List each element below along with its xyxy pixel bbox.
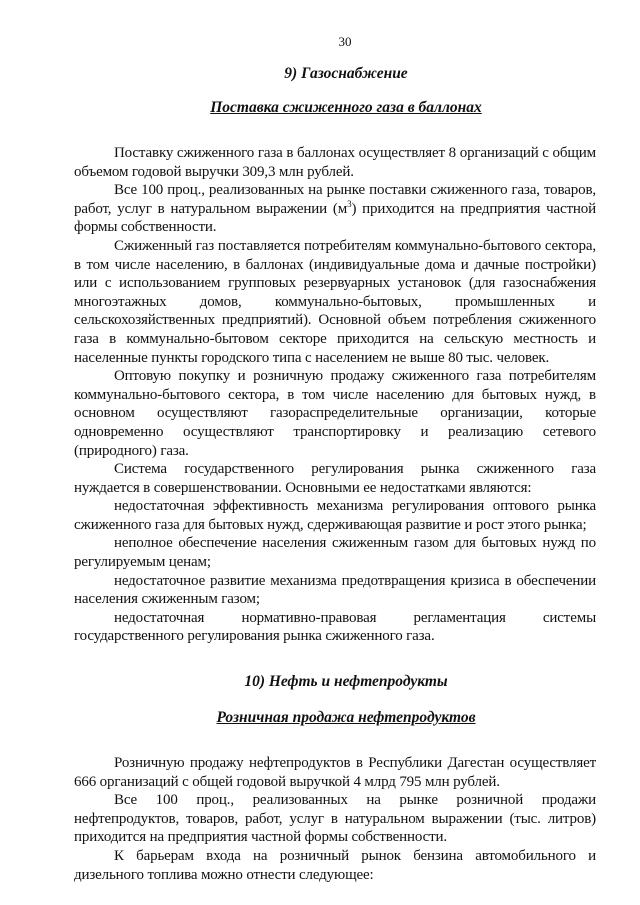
- section-10-heading: 10) Нефть и нефтепродукты: [244, 673, 448, 691]
- section-9-subheading: Поставка сжиженного газа в баллонах: [210, 99, 482, 116]
- paragraph-text: Все 100 проц., реализованных на рынке поставки сжиженного газа, товаров, работ, услуг в натуральном выражении (м: [74, 182, 596, 217]
- paragraph: [74, 181, 596, 237]
- paragraph-text: ) приходится на предприятия частной формы собственности.: [74, 200, 596, 236]
- paragraph: Система государственного регулирования рынка сжиженного газа нуждается в совершенствовании. Основными ее недостатками являются:: [74, 461, 596, 496]
- paragraph: Поставку сжиженного газа в баллонах осуществляет 8 организаций с общим объемом годовой выручки 309,3 млн рублей.: [74, 145, 596, 180]
- paragraph: Все 100 проц., реализованных на рынке розничной продажи нефтепродуктов, товаров, работ, услуг в натуральном выражении (тыс. литров) приходится на предприятия частной формы собственности.: [74, 792, 596, 846]
- section-9-heading: 9) Газоснабжение: [284, 65, 408, 82]
- list-item: недостаточная эффективность механизма регулирования оптового рынка сжиженного газа для бытовых нужд, сдерживающая развитие и рост этого рынка;: [74, 498, 596, 533]
- unit-superscript: 3: [347, 198, 352, 209]
- page-number: 30: [338, 34, 352, 49]
- paragraph: Оптовую покупку и розничную продажу сжиженного газа потребителям коммунально-бытового сектора, в том числе населению для бытовых нужд, в основном осуществляют газораспределительные организации, которые одновременно осуществляют транспортировку и реализацию сетевого (природного) газа.: [74, 368, 596, 459]
- paragraph: Сжиженный газ поставляется потребителям коммунально-бытового сектора, в том числе населению, в баллонах (индивидуальные дома и дачные постройки) или с использованием групповых резервуарных установок (для газоснабжения многоэтажных домов, коммунально-бытовых, промышленных и сельскохозяйственных предприятий). Основной объем потребления сжиженного газа в коммунально-бытовом секторе приходится на сельскую местность и населенные пункты городского типа с населением не выше 80 тыс. человек.: [74, 237, 596, 366]
- list-item: неполное обеспечение населения сжиженным газом для бытовых нужд по регулируемым ценам;: [74, 535, 596, 571]
- section-10-subheading: Розничная продажа нефтепродуктов: [216, 709, 476, 727]
- list-item: недостаточная нормативно-правовая регламентация системы государственного регулирования рынка сжиженного газа.: [74, 609, 596, 645]
- paragraph: К барьерам входа на розничный рынок бензина автомобильного и дизельного топлива можно отнести следующее:: [74, 848, 596, 883]
- paragraph: Розничную продажу нефтепродуктов в Республики Дагестан осуществляет 666 организаций с общей годовой выручкой 4 млрд 795 млн рублей.: [74, 755, 596, 790]
- list-item: недостаточное развитие механизма предотвращения кризиса в обеспечении населения сжиженным газом;: [74, 572, 596, 608]
